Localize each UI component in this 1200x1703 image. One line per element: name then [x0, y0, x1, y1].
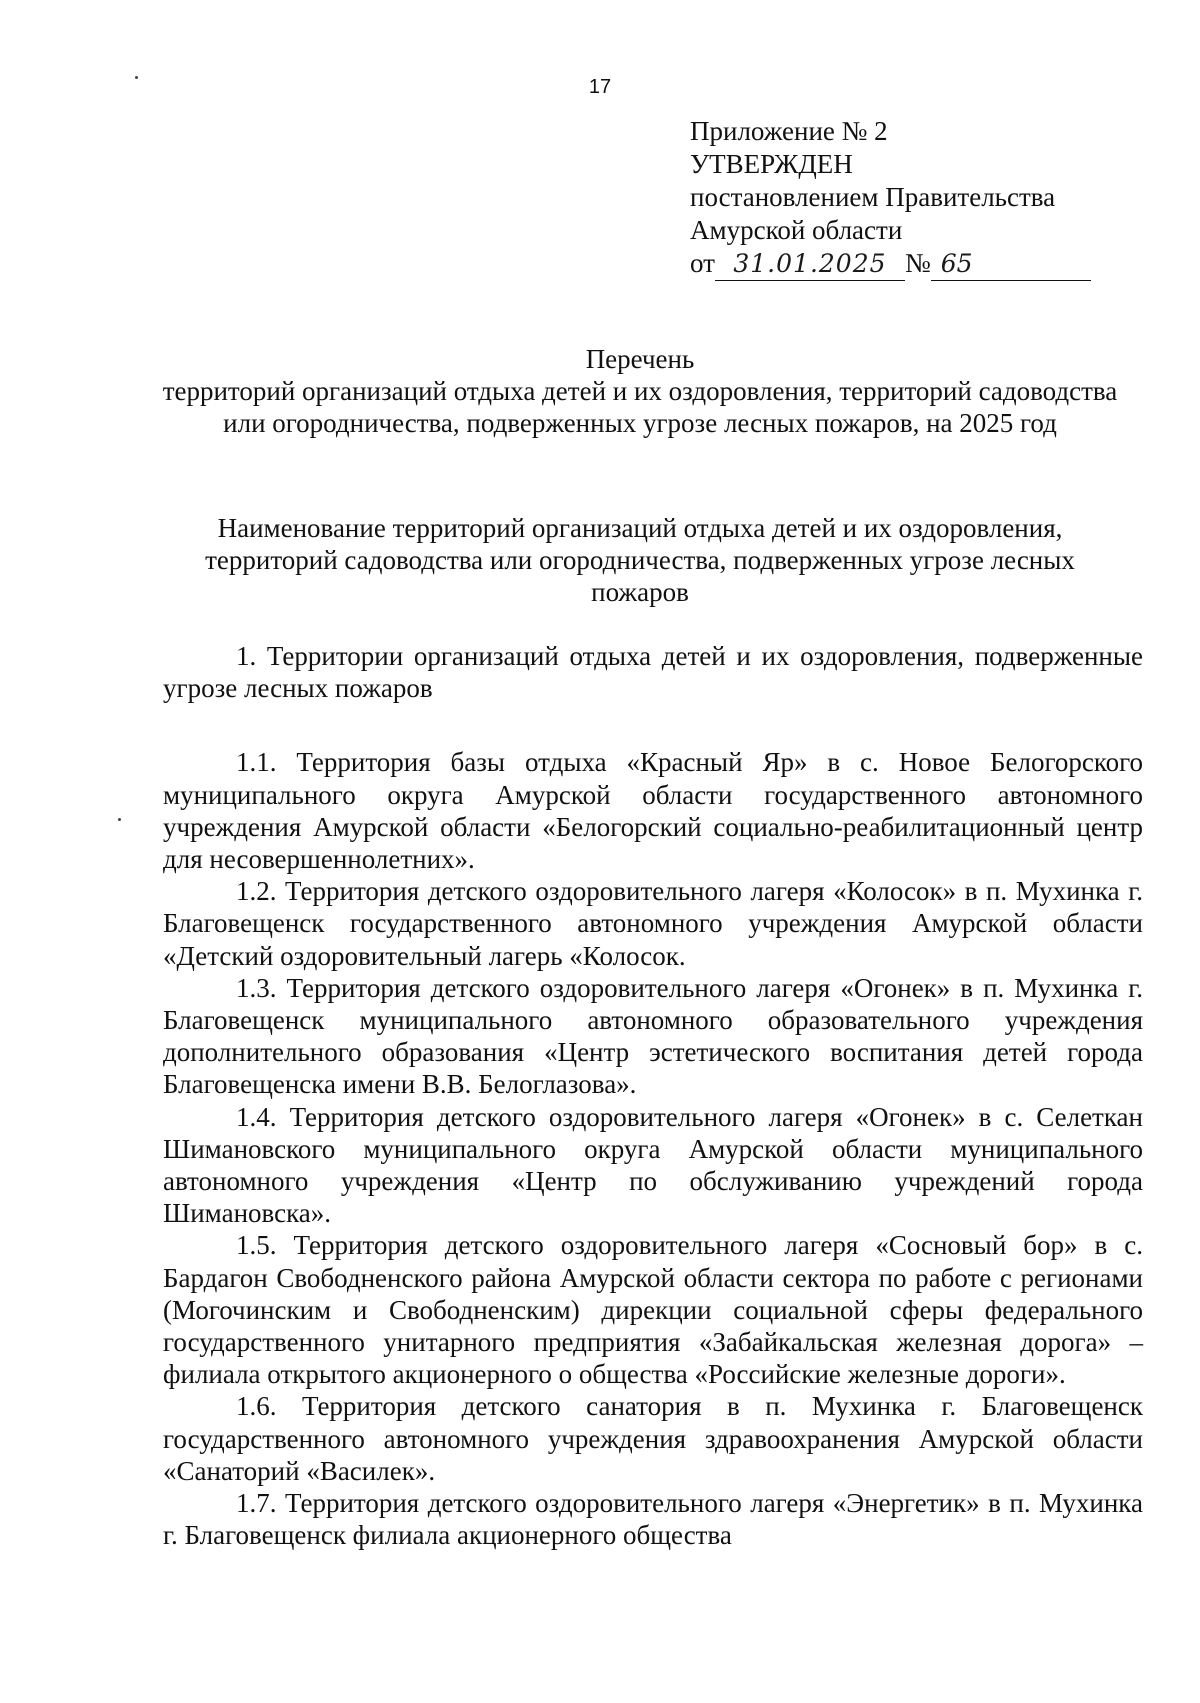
- approved-label: УТВЕРЖДЕН: [690, 149, 853, 179]
- list-item-1-6: 1.6. Территория детского санатория в п. Мухинка г. Благовещенск государственного автономного учреждения здравоохранения Амурской области «Санаторий «Василек».: [163, 1391, 1143, 1486]
- title-heading: Перечень: [585, 344, 695, 374]
- list-subtitle: Наименование территорий организаций отдыха детей и их оздоровления, территорий садоводства или огородничества, подверженных угрозе лесных пожаров: [205, 513, 1075, 607]
- resolution-label: постановлением Правительства: [690, 182, 1056, 212]
- title-description: территорий организаций отдыха детей и их оздоровления, территорий садоводства или огородничества, подверженных угрозе лесных пожаров, на 2025 год: [162, 376, 1118, 438]
- document-body: [163, 640, 1143, 1551]
- region-label: Амурской области: [690, 215, 903, 245]
- handwritten-number: 65: [931, 247, 1091, 281]
- number-label: №: [904, 248, 931, 278]
- from-label: от: [690, 248, 715, 278]
- list-item-1-3: 1.3. Территория детского оздоровительного лагеря «Огонек» в п. Мухинка г. Благовещенск муниципального автономного образовательного учреждения дополнительного образования «Центр эстетического воспитания детей города Благовещенска имени В.В. Белоглазова».: [163, 972, 1143, 1100]
- document-title: [160, 343, 1120, 439]
- list-item-1-7: 1.7. Территория детского оздоровительного лагеря «Энергетик» в п. Мухинка г. Благовещенск филиала акционерного общества: [163, 1488, 1143, 1551]
- date-number-row: [690, 247, 1090, 281]
- page-number: 17: [588, 76, 612, 98]
- approval-block: [690, 115, 1090, 281]
- list-item-1-5: 1.5. Территория детского оздоровительного лагеря «Сосновый бор» в с. Бардагон Свободненского района Амурской области сектора по работе с регионами (Могочинским и Свободненским) дирекции социальной сферы федерального государственного унитарного предприятия «Забайкальская железная дорога» – филиала открытого акционерного о общества «Российские железные дороги».: [163, 1230, 1143, 1390]
- list-item-1-4: 1.4. Территория детского оздоровительного лагеря «Огонек» в с. Селеткан Шимановского муниципального округа Амурской области муниципального автономного учреждения «Центр по обслуживанию учреждений города Шимановска».: [163, 1101, 1143, 1229]
- handwritten-date: 31.01.2025: [715, 247, 905, 281]
- scan-speck: [118, 818, 121, 821]
- list-item-1-1: 1.1. Территория базы отдыха «Красный Яр» в с. Новое Белогорского муниципального округа Амурской области государственного автономного учреждения Амурской области «Белогорский социально-реабилитационный центр для несовершеннолетних».: [163, 747, 1143, 875]
- list-item-1-2: 1.2. Территория детского оздоровительного лагеря «Колосок» в п. Мухинка г. Благовещенск государственного автономного учреждения Амурской области «Детский оздоровительный лагерь «Колосок.: [163, 876, 1143, 971]
- appendix-label: Приложение № 2: [690, 116, 888, 146]
- section-heading-1: 1. Территории организаций отдыха детей и их оздоровления, подверженные угрозе лесных пожаров: [163, 641, 1143, 704]
- scan-speck: [135, 76, 138, 79]
